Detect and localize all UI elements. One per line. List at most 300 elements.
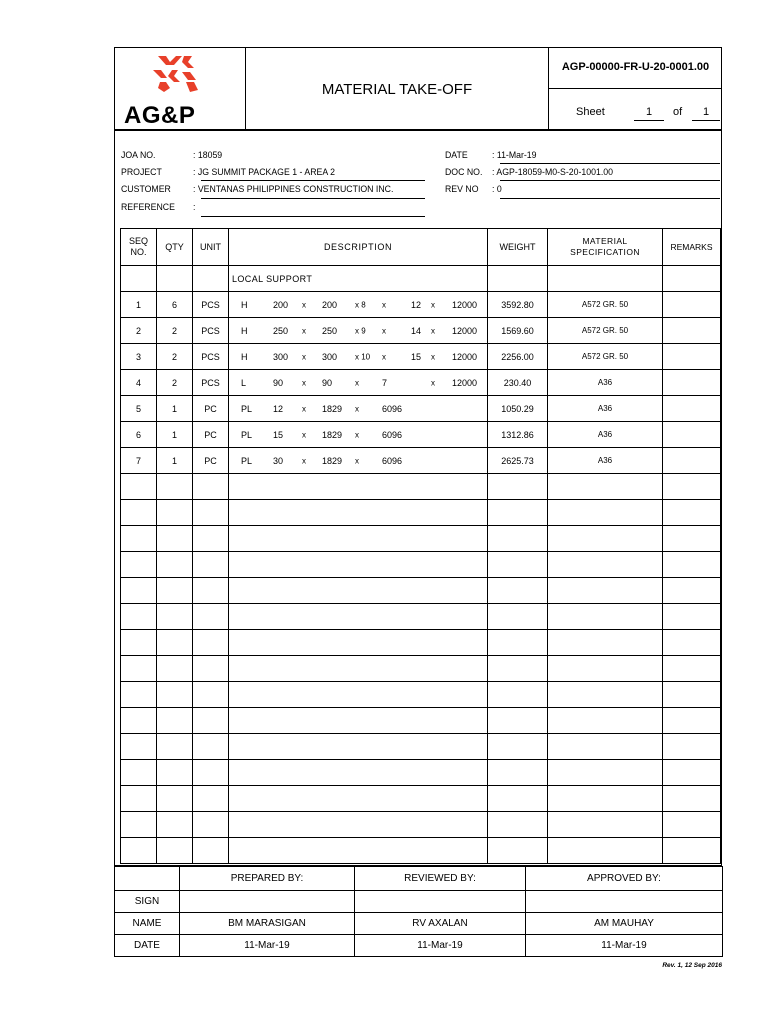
- row-remarks: [663, 370, 721, 396]
- empty-cell: [548, 734, 663, 760]
- signoff-table: [114, 866, 723, 957]
- empty-cell: [663, 812, 721, 838]
- reviewed-date: 11-Mar-19: [355, 935, 526, 957]
- sheet-label: Sheet: [576, 106, 605, 118]
- empty-cell: [121, 578, 157, 604]
- empty-cell: [121, 656, 157, 682]
- row-material: A36: [548, 396, 663, 422]
- empty-cell: [663, 734, 721, 760]
- empty-cell: [548, 578, 663, 604]
- empty-cell: [193, 526, 229, 552]
- description-token: 90: [273, 377, 284, 388]
- date-label: DATE: [445, 150, 468, 161]
- empty-cell: [663, 708, 721, 734]
- row-weight: 1569.60: [488, 318, 548, 344]
- reference-underline: [201, 216, 425, 217]
- description-token: x: [302, 352, 306, 361]
- empty-cell: [121, 734, 157, 760]
- empty-cell: [663, 682, 721, 708]
- description-token: x: [355, 430, 359, 439]
- row-qty: 1: [157, 422, 193, 448]
- material-table: [120, 228, 721, 864]
- empty-cell: [229, 812, 488, 838]
- col-header-weight: WEIGHT: [488, 229, 548, 266]
- reviewed-name: RV AXALAN: [355, 913, 526, 935]
- empty-cell: [229, 474, 488, 500]
- empty-cell: [229, 552, 488, 578]
- table-row-empty: [121, 760, 721, 786]
- empty-cell: [193, 552, 229, 578]
- description-token: 12: [411, 299, 422, 310]
- description-token: 300: [273, 351, 289, 362]
- approved-by-header: APPROVED BY:: [526, 867, 723, 891]
- row-seq: 2: [121, 318, 157, 344]
- table-row: [121, 292, 721, 318]
- description-token: 1829: [322, 455, 343, 466]
- project-label: PROJECT: [121, 167, 162, 178]
- empty-cell: [488, 786, 548, 812]
- row-weight: 1312.86: [488, 422, 548, 448]
- empty-cell: [548, 812, 663, 838]
- row-qty: 2: [157, 370, 193, 396]
- reference-label: REFERENCE: [121, 202, 175, 213]
- row-unit: PCS: [193, 370, 229, 396]
- row-description: [229, 448, 488, 474]
- empty-cell: [229, 526, 488, 552]
- logo-wordmark: AG&P: [124, 102, 196, 129]
- description-token: 200: [322, 299, 338, 310]
- approved-signature: [526, 891, 723, 913]
- row-qty: 2: [157, 344, 193, 370]
- description-token: 7: [382, 377, 388, 388]
- agp-arrows-logo-icon: [120, 52, 240, 98]
- description-token: 1829: [322, 403, 343, 414]
- empty-cell: [663, 656, 721, 682]
- empty-cell: [229, 786, 488, 812]
- empty-cell: [229, 578, 488, 604]
- row-material: A36: [548, 448, 663, 474]
- empty-cell: [488, 708, 548, 734]
- table-header-row: [121, 229, 721, 266]
- table-row-empty: [121, 656, 721, 682]
- row-remarks: [663, 344, 721, 370]
- col-header-material: [548, 229, 663, 266]
- col-header-seq: [121, 229, 157, 266]
- row-seq: 1: [121, 292, 157, 318]
- description-token: x: [431, 378, 435, 387]
- row-weight: 3592.80: [488, 292, 548, 318]
- table-row: [121, 344, 721, 370]
- sheet-total: 1: [702, 106, 710, 118]
- rev-no-underline: [500, 198, 720, 199]
- empty-cell: [229, 656, 488, 682]
- col-header-remarks: REMARKS: [663, 229, 721, 266]
- row-qty: 2: [157, 318, 193, 344]
- empty-cell: [121, 526, 157, 552]
- empty-cell: [663, 578, 721, 604]
- empty-cell: [663, 604, 721, 630]
- signoff-name-row: [115, 913, 723, 935]
- description-token: 90: [322, 377, 333, 388]
- empty-cell: [229, 708, 488, 734]
- row-seq: 6: [121, 422, 157, 448]
- description-token: 12000: [452, 299, 478, 310]
- row-seq: 3: [121, 344, 157, 370]
- description-token: 6096: [382, 403, 403, 414]
- empty-cell: [121, 604, 157, 630]
- empty-cell: [157, 604, 193, 630]
- description-token: x: [382, 352, 386, 361]
- description-token: H: [241, 299, 248, 310]
- section-empty-seq: [121, 266, 157, 292]
- table-row-empty: [121, 734, 721, 760]
- empty-cell: [229, 760, 488, 786]
- row-material: A572 GR. 50: [548, 318, 663, 344]
- empty-cell: [663, 552, 721, 578]
- empty-cell: [193, 708, 229, 734]
- customer-label: CUSTOMER: [121, 184, 171, 195]
- description-token: x: [382, 326, 386, 335]
- empty-cell: [157, 552, 193, 578]
- row-material: A572 GR. 50: [548, 292, 663, 318]
- row-seq: 7: [121, 448, 157, 474]
- document-code: AGP-00000-FR-U-20-0001.00: [561, 61, 710, 73]
- empty-cell: [488, 500, 548, 526]
- row-unit: PC: [193, 422, 229, 448]
- empty-cell: [193, 838, 229, 864]
- table-row-empty: [121, 630, 721, 656]
- col-header-unit: UNIT: [193, 229, 229, 266]
- row-unit: PC: [193, 448, 229, 474]
- empty-cell: [157, 578, 193, 604]
- prepared-signature: [180, 891, 355, 913]
- approved-name: AM MAUHAY: [526, 913, 723, 935]
- empty-cell: [157, 500, 193, 526]
- empty-cell: [229, 838, 488, 864]
- description-token: x: [302, 378, 306, 387]
- empty-cell: [121, 760, 157, 786]
- row-description: [229, 396, 488, 422]
- empty-cell: [193, 734, 229, 760]
- revision-footer: Rev. 1, 12 Sep 2016: [662, 962, 722, 969]
- empty-cell: [663, 630, 721, 656]
- empty-cell: [548, 838, 663, 864]
- empty-cell: [157, 682, 193, 708]
- empty-cell: [548, 656, 663, 682]
- empty-cell: [193, 500, 229, 526]
- section-empty-unit: [193, 266, 229, 292]
- sheet-total-underline: [692, 120, 720, 121]
- row-material: A36: [548, 370, 663, 396]
- empty-cell: [488, 838, 548, 864]
- empty-cell: [157, 786, 193, 812]
- doc-no-underline: [500, 180, 720, 181]
- header-divider-h: [548, 88, 722, 89]
- doc-no-label: DOC NO.: [445, 167, 483, 178]
- empty-cell: [193, 578, 229, 604]
- signoff-date-label: DATE: [115, 935, 180, 957]
- table-row: [121, 396, 721, 422]
- signoff-sign-row: [115, 891, 723, 913]
- empty-cell: [121, 838, 157, 864]
- table-row-empty: [121, 786, 721, 812]
- description-token: x: [302, 430, 306, 439]
- empty-cell: [663, 786, 721, 812]
- col-header-qty: QTY: [157, 229, 193, 266]
- description-token: x 8: [355, 300, 366, 309]
- row-unit: PCS: [193, 344, 229, 370]
- description-token: x: [382, 300, 386, 309]
- description-token: x: [431, 352, 435, 361]
- empty-cell: [548, 708, 663, 734]
- empty-cell: [157, 526, 193, 552]
- empty-cell: [548, 786, 663, 812]
- customer-underline: [201, 198, 425, 199]
- description-token: 12000: [452, 377, 478, 388]
- description-token: 12: [273, 403, 284, 414]
- row-remarks: [663, 292, 721, 318]
- empty-cell: [193, 630, 229, 656]
- empty-cell: [229, 500, 488, 526]
- section-empty-weight: [488, 266, 548, 292]
- row-qty: 1: [157, 396, 193, 422]
- empty-cell: [663, 500, 721, 526]
- row-remarks: [663, 318, 721, 344]
- row-weight: 2256.00: [488, 344, 548, 370]
- row-description: [229, 344, 488, 370]
- row-material: A36: [548, 422, 663, 448]
- signoff-date-row: [115, 935, 723, 957]
- empty-cell: [121, 500, 157, 526]
- row-weight: 230.40: [488, 370, 548, 396]
- empty-cell: [157, 760, 193, 786]
- table-section-row: [121, 266, 721, 292]
- empty-cell: [548, 630, 663, 656]
- table-row: [121, 370, 721, 396]
- table-row-empty: [121, 604, 721, 630]
- description-token: 1829: [322, 429, 343, 440]
- empty-cell: [121, 630, 157, 656]
- sheet-number: 1: [645, 106, 653, 118]
- empty-cell: [488, 630, 548, 656]
- empty-cell: [548, 526, 663, 552]
- row-unit: PCS: [193, 318, 229, 344]
- empty-cell: [229, 734, 488, 760]
- empty-cell: [488, 552, 548, 578]
- empty-cell: [548, 552, 663, 578]
- empty-cell: [488, 474, 548, 500]
- prepared-date: 11-Mar-19: [180, 935, 355, 957]
- row-remarks: [663, 396, 721, 422]
- row-unit: PC: [193, 396, 229, 422]
- table-row-empty: [121, 682, 721, 708]
- empty-cell: [193, 786, 229, 812]
- prepared-name: BM MARASIGAN: [180, 913, 355, 935]
- description-token: 250: [273, 325, 289, 336]
- empty-cell: [193, 682, 229, 708]
- approved-date: 11-Mar-19: [526, 935, 723, 957]
- row-seq: 4: [121, 370, 157, 396]
- row-weight: 2625.73: [488, 448, 548, 474]
- description-token: PL: [241, 403, 253, 414]
- description-token: x: [302, 404, 306, 413]
- empty-cell: [488, 604, 548, 630]
- empty-cell: [193, 656, 229, 682]
- description-token: H: [241, 351, 248, 362]
- description-token: 250: [322, 325, 338, 336]
- empty-cell: [663, 838, 721, 864]
- table-row: [121, 448, 721, 474]
- table-row-empty: [121, 838, 721, 864]
- empty-cell: [488, 682, 548, 708]
- row-description: [229, 370, 488, 396]
- empty-cell: [157, 812, 193, 838]
- row-qty: 6: [157, 292, 193, 318]
- description-token: 15: [411, 351, 422, 362]
- sign-label: SIGN: [115, 891, 180, 913]
- of-label: of: [673, 106, 683, 118]
- table-row-empty: [121, 552, 721, 578]
- description-token: 15: [273, 429, 284, 440]
- empty-cell: [548, 604, 663, 630]
- row-remarks: [663, 422, 721, 448]
- empty-cell: [121, 552, 157, 578]
- empty-cell: [157, 474, 193, 500]
- empty-cell: [488, 578, 548, 604]
- empty-cell: [157, 708, 193, 734]
- table-row-empty: [121, 500, 721, 526]
- empty-cell: [193, 760, 229, 786]
- description-token: H: [241, 325, 248, 336]
- empty-cell: [157, 838, 193, 864]
- empty-cell: [488, 812, 548, 838]
- empty-cell: [663, 526, 721, 552]
- empty-cell: [488, 734, 548, 760]
- description-token: PL: [241, 429, 253, 440]
- reviewed-signature: [355, 891, 526, 913]
- col-header-material-text: MATERIAL SPECIFICATION: [570, 236, 640, 257]
- empty-cell: [663, 474, 721, 500]
- row-description: [229, 292, 488, 318]
- description-token: 12000: [452, 351, 478, 362]
- empty-cell: [548, 682, 663, 708]
- table-row: [121, 318, 721, 344]
- date-underline: [500, 163, 720, 164]
- rev-no-value: : 0: [492, 184, 502, 195]
- empty-cell: [121, 786, 157, 812]
- project-underline: [201, 180, 425, 181]
- description-token: x: [302, 326, 306, 335]
- signoff-header-row: [115, 867, 723, 891]
- table-row-empty: [121, 578, 721, 604]
- table-row: [121, 422, 721, 448]
- description-token: 6096: [382, 455, 403, 466]
- description-token: x 10: [355, 352, 371, 361]
- reference-value: :: [193, 202, 196, 213]
- table-row-empty: [121, 474, 721, 500]
- empty-cell: [121, 474, 157, 500]
- empty-cell: [121, 682, 157, 708]
- customer-value: : VENTANAS PHILIPPINES CONSTRUCTION INC.: [193, 184, 394, 195]
- rev-no-label: REV NO: [445, 184, 479, 195]
- name-label: NAME: [115, 913, 180, 935]
- description-token: x: [355, 404, 359, 413]
- description-token: x: [355, 378, 359, 387]
- row-description: [229, 422, 488, 448]
- empty-cell: [121, 812, 157, 838]
- description-token: x 9: [355, 326, 366, 335]
- col-header-description: DESCRIPTION: [229, 229, 488, 266]
- section-empty-remarks: [663, 266, 721, 292]
- description-token: x: [355, 456, 359, 465]
- project-value: : JG SUMMIT PACKAGE 1 - AREA 2: [193, 167, 335, 178]
- row-seq: 5: [121, 396, 157, 422]
- empty-cell: [488, 656, 548, 682]
- jo-label: JOA NO.: [121, 150, 156, 161]
- description-token: 200: [273, 299, 289, 310]
- table-row-empty: [121, 708, 721, 734]
- description-token: x: [431, 300, 435, 309]
- description-token: 300: [322, 351, 338, 362]
- col-header-seq-text: SEQ NO.: [128, 236, 148, 257]
- empty-cell: [193, 604, 229, 630]
- description-token: 12000: [452, 325, 478, 336]
- empty-cell: [488, 760, 548, 786]
- empty-cell: [229, 630, 488, 656]
- empty-cell: [157, 734, 193, 760]
- empty-cell: [548, 760, 663, 786]
- page-title: MATERIAL TAKE-OFF: [321, 81, 473, 98]
- reviewed-by-header: REVIEWED BY:: [355, 867, 526, 891]
- empty-cell: [488, 526, 548, 552]
- section-empty-material: [548, 266, 663, 292]
- description-token: 14: [411, 325, 422, 336]
- empty-cell: [229, 604, 488, 630]
- description-token: L: [241, 377, 247, 388]
- description-token: 30: [273, 455, 284, 466]
- row-remarks: [663, 448, 721, 474]
- empty-cell: [193, 812, 229, 838]
- date-value: : 11-Mar-19: [492, 150, 537, 161]
- empty-cell: [193, 474, 229, 500]
- row-unit: PCS: [193, 292, 229, 318]
- description-token: 6096: [382, 429, 403, 440]
- row-material: A572 GR. 50: [548, 344, 663, 370]
- empty-cell: [663, 760, 721, 786]
- description-token: x: [302, 456, 306, 465]
- sheet-number-underline: [634, 120, 664, 121]
- doc-no-value: : AGP-18059-M0-S-20-1001.00: [492, 167, 613, 178]
- company-logo: [120, 52, 240, 129]
- section-empty-qty: [157, 266, 193, 292]
- row-weight: 1050.29: [488, 396, 548, 422]
- signoff-corner: [115, 867, 180, 891]
- empty-cell: [548, 500, 663, 526]
- section-label: LOCAL SUPPORT: [229, 266, 488, 292]
- row-description: [229, 318, 488, 344]
- empty-cell: [157, 630, 193, 656]
- empty-cell: [229, 682, 488, 708]
- prepared-by-header: PREPARED BY:: [180, 867, 355, 891]
- empty-cell: [157, 656, 193, 682]
- empty-cell: [548, 474, 663, 500]
- table-row-empty: [121, 526, 721, 552]
- empty-cell: [121, 708, 157, 734]
- table-row-empty: [121, 812, 721, 838]
- description-token: x: [302, 300, 306, 309]
- jo-value: : 18059: [193, 150, 223, 161]
- description-token: x: [431, 326, 435, 335]
